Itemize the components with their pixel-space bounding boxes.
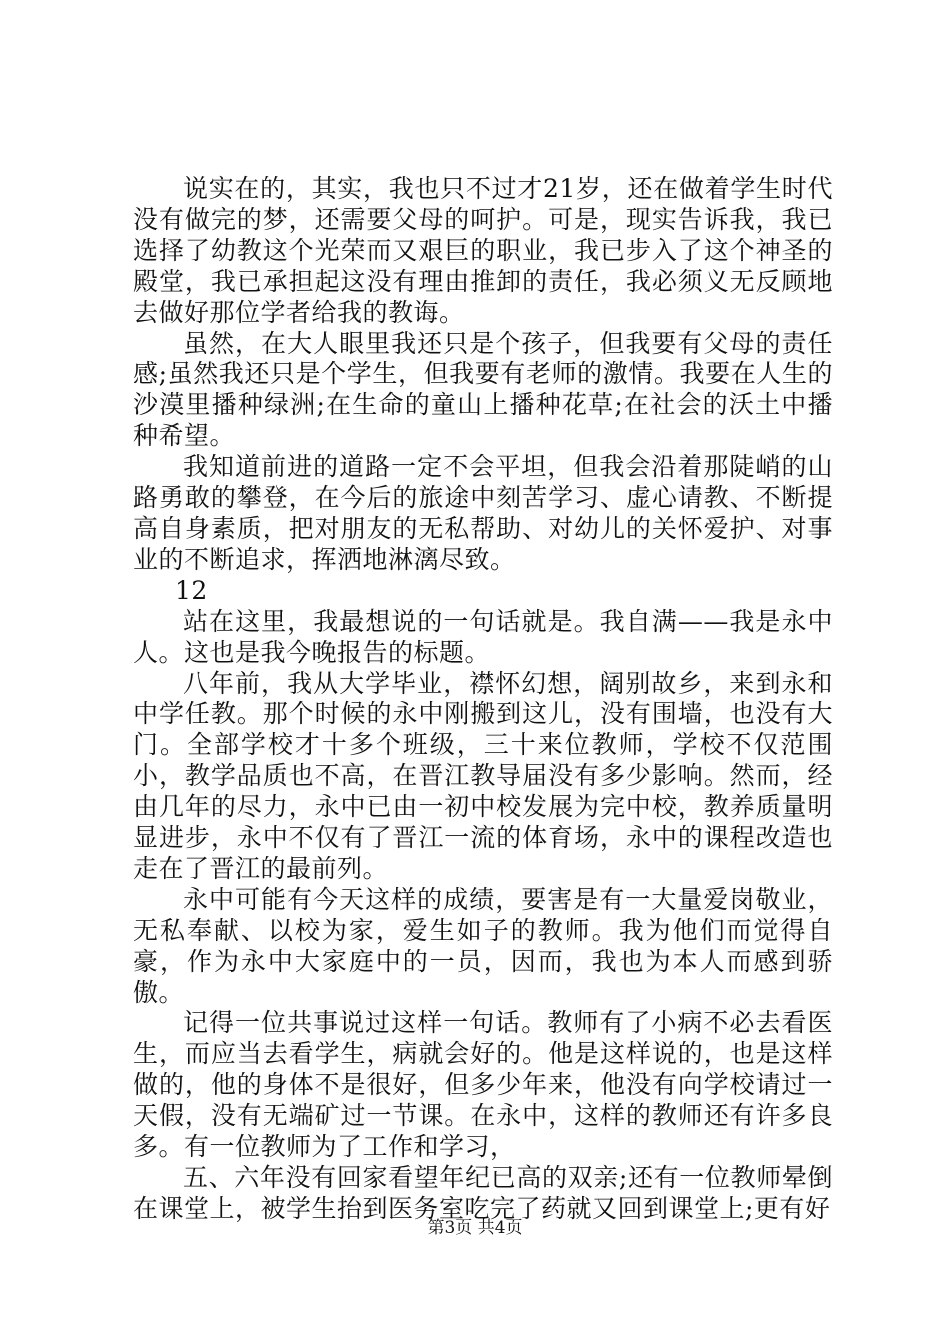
paragraph: 永中可能有今天这样的成绩，要害是有一大量爱岗敬业，无私奉献、以校为家，爱生如子的教师。我为他们而觉得自豪，作为永中大家庭中的一员，因而，我也为本人而感到骄傲。 <box>133 884 833 1007</box>
paragraph: 站在这里，我最想说的一句话就是。我自满——我是永中人。这也是我今晚报告的标题。 <box>133 606 833 667</box>
document-body <box>133 174 833 1225</box>
section-number: 12 <box>175 575 208 605</box>
paragraph: 记得一位共事说过这样一句话。教师有了小病不必去看医生，而应当去看学生，病就会好的。他是这样说的，也是这样做的，他的身体不是很好，但多少年来，他没有向学校请过一天假，没有无端矿过一节课。在永中，这样的教师还有许多良多。有一位教师为了工作和学习， <box>133 1008 833 1162</box>
paragraph: 五、六年没有回家看望年纪已高的双亲;还有一位教师晕倒在课堂上，被学生抬到医务室吃完了药就又回到课堂上;更有好 <box>133 1163 833 1223</box>
paragraph: 八年前，我从大学毕业，襟怀幻想，阔别故乡，来到永和中学任教。那个时候的永中刚搬到这儿，没有围墙，也没有大门。全部学校才十多个班级，三十来位教师，学校不仅范围小，教学品质也不高，在晋江教导届没有多少影响。然而，经由几年的尽力，永中已由一初中校发展为完中校，教养质量明显进步，永中不仅有了晋江一流的体育场，永中的课程改造也走在了晋江的最前列。 <box>133 668 833 883</box>
paragraph: 我知道前进的道路一定不会平坦，但我会沿着那陡峭的山路勇敢的攀登，在今后的旅途中刻苦学习、虚心请教、不断提高自身素质，把对朋友的无私帮助、对幼儿的关怀爱护、对事业的不断追求，挥洒地淋漓尽致。 <box>133 452 833 574</box>
paragraph: 说实在的，其实，我也只不过才21岁，还在做着学生时代没有做完的梦，还需要父母的呵护。可是，现实告诉我，我已选择了幼教这个光荣而又艰巨的职业，我已步入了这个神圣的殿堂，我已承担起这没有理由推卸的责任，我必须义无反顾地去做好那位学者给我的教诲。 <box>133 174 833 327</box>
page-footer: 第3页 共4页 <box>427 1218 523 1238</box>
paragraph: 虽然，在大人眼里我还只是个孩子，但我要有父母的责任感;虽然我还只是个学生，但我要有老师的激情。我要在人生的沙漠里播种绿洲;在生命的童山上播种花草;在社会的沃土中播种希望。 <box>133 328 833 451</box>
